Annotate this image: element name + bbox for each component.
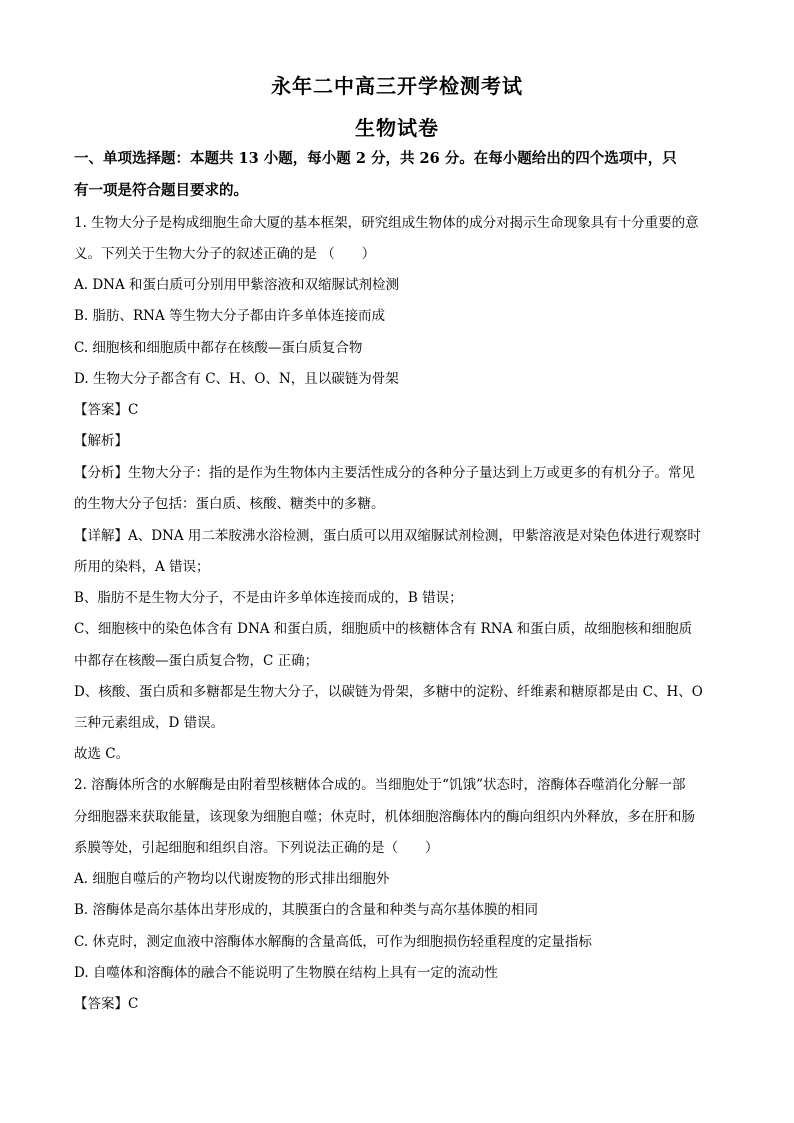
q1-detail-line7: 三种元素组成，D 错误。 <box>74 715 225 731</box>
q2-stem-line3: 系膜等处，引起细胞和组织自溶。下列说法正确的是（ ） <box>74 840 439 856</box>
section-heading-line1: 一、单项选择题：本题共 13 小题，每小题 2 分，共 26 分。在每小题给出的四个选项中，只 <box>74 150 677 167</box>
q2-option-a: A. 细胞自噬后的产物均以代谢废物的形式排出细胞外 <box>74 871 390 887</box>
q1-option-c: C. 细胞核和细胞质中都存在核酸—蛋白质复合物 <box>74 340 363 356</box>
q1-stem-line1: 1. 生物大分子是构成细胞生命大厦的基本框架，研究组成生物体的成分对揭示生命现象具有十分重要的意 <box>74 215 699 231</box>
q1-answer: 【答案】C <box>74 402 139 418</box>
q1-fenxi-line1: 【分析】生物大分子：指的是作为生物体内主要活性成分的各种分子量达到上万或更多的有机分子。常见 <box>74 465 695 481</box>
q1-detail-line2: 所用的染料，A 错误； <box>74 559 210 575</box>
q1-choose: 故选 C。 <box>74 746 130 762</box>
page-subtitle: 生物试卷 <box>355 116 439 140</box>
q1-stem-line2: 义。下列关于生物大分子的叙述正确的是 （ ） <box>74 246 376 262</box>
page-title: 永年二中高三开学检测考试 <box>271 74 523 98</box>
q2-option-c: C. 休克时，测定血液中溶酶体水解酶的含量高低，可作为细胞损伤轻重程度的定量指标 <box>74 934 592 950</box>
q2-stem-line2: 分细胞器来获取能量，该现象为细胞自噬；休克时，机体细胞溶酶体内的酶向组织内外释放，多在肝和肠 <box>74 809 695 825</box>
q2-answer: 【答案】C <box>74 996 139 1012</box>
q1-fenxi-line2: 的生物大分子包括：蛋白质、核酸、糖类中的多糖。 <box>74 496 385 512</box>
q2-stem-line1: 2. 溶酶体所含的水解酶是由附着型核糖体合成的。当细胞处于“饥饿”状态时，溶酶体吞噬消化分解一部 <box>74 777 686 793</box>
q2-option-b: B. 溶酶体是高尔基体出芽形成的，其膜蛋白的含量和种类与高尔基体膜的相同 <box>74 902 539 918</box>
q1-analysis-heading: 【解析】 <box>74 433 128 449</box>
q1-option-a: A. DNA 和蛋白质可分别用甲紫溶液和双缩脲试剂检测 <box>74 277 400 293</box>
q1-detail-line5: 中都存在核酸—蛋白质复合物，C 正确； <box>74 653 319 669</box>
q1-option-b: B. 脂肪、RNA 等生物大分子都由许多单体连接而成 <box>74 308 386 324</box>
q1-option-d: D. 生物大分子都含有 C、H、O、N，且以碳链为骨架 <box>74 371 399 387</box>
q1-detail-line4: C、细胞核中的染色体含有 DNA 和蛋白质，细胞质中的核糖体含有 RNA 和蛋白质，故细胞核和细胞质 <box>74 621 693 637</box>
q1-detail-line3: B、脂肪不是生物大分子，不是由许多单体连接而成的，B 错误； <box>74 590 463 606</box>
q1-detail-line6: D、核酸、蛋白质和多糖都是生物大分子，以碳链为骨架，多糖中的淀粉、纤维素和糖原都是由 C、H、O <box>74 684 703 700</box>
q2-option-d: D. 自噬体和溶酶体的融合不能说明了生物膜在结构上具有一定的流动性 <box>74 965 498 981</box>
q1-detail-line1: 【详解】A、DNA 用二苯胺沸水浴检测，蛋白质可以用双缩脲试剂检测，甲紫溶液是对染色体进行观察时 <box>74 528 701 544</box>
section-heading-line2: 有一项是符合题目要求的。 <box>74 182 248 199</box>
